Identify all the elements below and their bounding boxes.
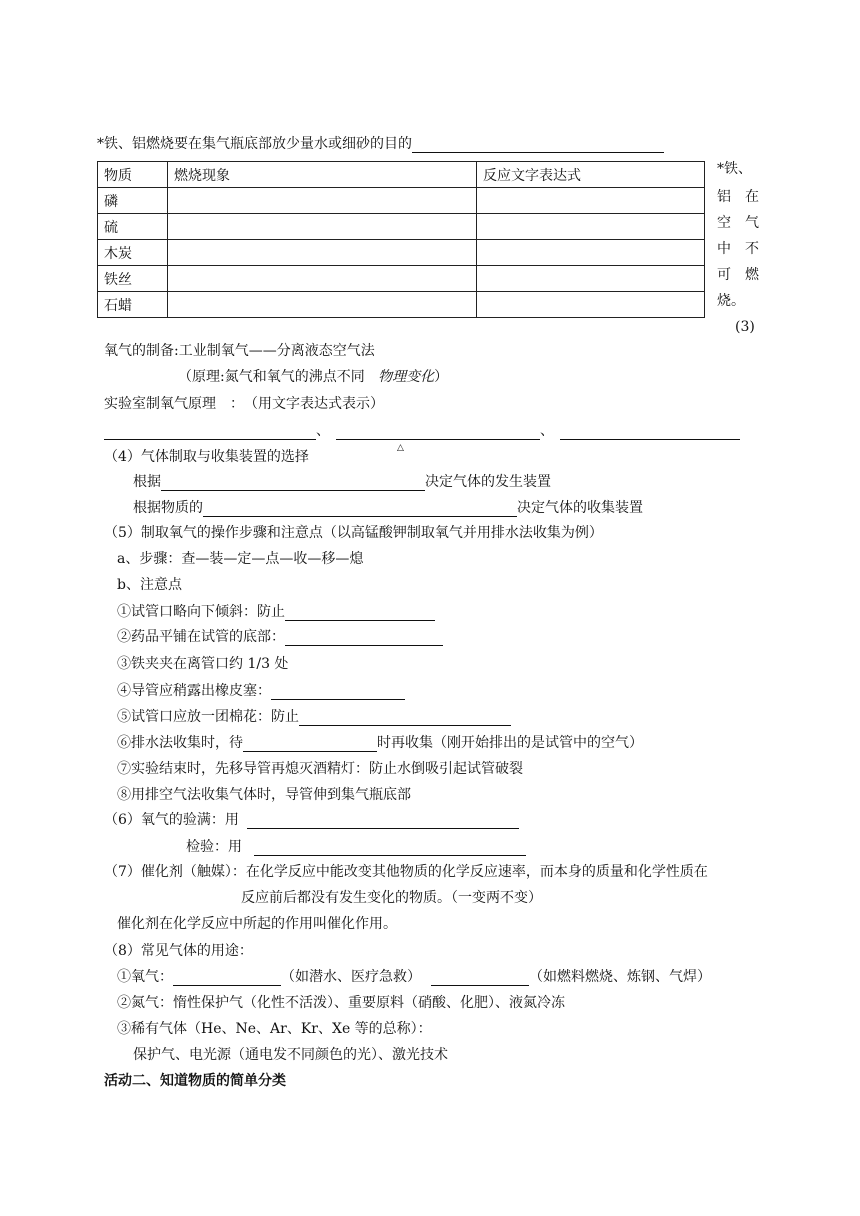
table-row: [98, 266, 705, 292]
table-row: [98, 292, 705, 318]
oxygen-use-line: [117, 968, 711, 986]
section-6-title: （6）氧气的验满：用: [104, 812, 239, 828]
note-item: ⑦实验结束时，先移导管再熄灭酒精灯：防止水倒吸引起试管破裂: [117, 761, 523, 777]
full-check-line: [104, 811, 519, 829]
iron-aluminum-question: [97, 135, 664, 153]
side-note-line: 空 气: [717, 215, 759, 231]
substance-cell: 铁丝: [98, 266, 168, 292]
section-4-title: （4）气体制取与收集装置的选择: [104, 449, 309, 465]
oxygen-use-example: （如潜水、医疗急救）: [281, 969, 421, 985]
header-expression: 反应文字表达式: [477, 162, 705, 188]
principle-text: （原理:氮气和氧气的沸点不同: [178, 369, 365, 385]
answer-blank[interactable]: [203, 501, 517, 517]
oxygen-label: ①氧气：: [117, 969, 173, 985]
answer-blank[interactable]: [173, 970, 281, 986]
substance-cell: 硫: [98, 214, 168, 240]
according-text: 根据: [133, 474, 161, 490]
answer-blank[interactable]: [299, 710, 511, 726]
phenomenon-cell[interactable]: [168, 292, 477, 318]
test-line: [186, 838, 526, 856]
decides-text: 决定气体的收集装置: [517, 500, 643, 516]
question-text: *铁、铝燃烧要在集气瓶底部放少量水或细砂的目的: [97, 136, 412, 152]
activity-2-heading: 活动二、知道物质的简单分类: [104, 1073, 286, 1089]
answer-blank[interactable]: [254, 840, 526, 856]
answer-blank[interactable]: [271, 684, 405, 700]
catalyst-definition-cont: 反应前后都没有发生变化的物质。（一变两不变）: [241, 890, 542, 906]
side-note-line: 可 燃: [717, 267, 759, 283]
expression-cell[interactable]: [477, 292, 705, 318]
answer-blank[interactable]: [104, 424, 316, 440]
substance-cell: 石蜡: [98, 292, 168, 318]
phenomenon-cell[interactable]: [168, 188, 477, 214]
table-row: [98, 214, 705, 240]
according-text: 根据物质的: [133, 500, 203, 516]
test-text: 检验：用: [186, 839, 242, 855]
notes-title: b、注意点: [117, 577, 182, 593]
decides-text: 决定气体的发生装置: [425, 474, 551, 490]
combustion-table: [97, 161, 705, 318]
separator: 、: [540, 423, 554, 439]
section-8-title: （8）常见气体的用途：: [104, 943, 253, 959]
section-number: (3): [735, 319, 755, 335]
rare-gas-use-line: 保护气、电光源（通电发不同颜色的光）、激光技术: [133, 1047, 448, 1063]
lab-prep-principle: 实验室制氧气原理 ： （用文字表达式表示）: [104, 396, 384, 412]
answer-blank[interactable]: [161, 475, 425, 491]
substance-cell: 木炭: [98, 240, 168, 266]
answer-blank[interactable]: [336, 424, 540, 440]
oxygen-use-example: （如燃料燃烧、炼钢、气焊）: [529, 969, 711, 985]
note-text: ④导管应稍露出橡皮塞：: [117, 683, 271, 699]
answer-blank[interactable]: [412, 137, 664, 153]
phenomenon-cell[interactable]: [168, 240, 477, 266]
phenomenon-cell[interactable]: [168, 266, 477, 292]
side-note-line: *铁、: [717, 161, 752, 177]
collection-device-line: [133, 499, 643, 517]
header-substance: 物质: [98, 162, 168, 188]
phenomenon-cell[interactable]: [168, 214, 477, 240]
note-text: 时再收集（刚开始排出的是试管中的空气）: [377, 735, 643, 751]
side-note-line: 铝 在: [717, 189, 759, 205]
physical-change-text: 物理变化: [378, 369, 435, 385]
note-item: ③铁夹夹在离管口约 1/3 处: [117, 656, 289, 672]
note-text: ⑤试管口应放一团棉花：防止: [117, 709, 299, 725]
expression-cell[interactable]: [477, 266, 705, 292]
expression-cell[interactable]: [477, 240, 705, 266]
generation-device-line: [133, 473, 551, 491]
note-item: [117, 682, 405, 700]
separator: 、: [316, 423, 330, 439]
answer-blank[interactable]: [560, 424, 740, 440]
steps-line: a、步骤：查—装—定—点—收—移—熄: [117, 551, 364, 567]
answer-blank[interactable]: [285, 630, 443, 646]
principle-line: [178, 368, 448, 386]
heat-symbol: △: [397, 443, 404, 453]
note-item: [117, 628, 443, 646]
lab-prep-blanks: [104, 422, 740, 440]
rare-gas-line: ③稀有气体（He、Ne、Ar、Kr、Xe 等的总称）：: [117, 1021, 432, 1037]
note-text: ②药品平铺在试管的底部：: [117, 629, 285, 645]
catalysis-sentence: 催化剂在化学反应中所起的作用叫催化作用。: [117, 916, 397, 932]
principle-close: ）: [434, 369, 449, 385]
header-phenomenon: 燃烧现象: [168, 162, 477, 188]
answer-blank[interactable]: [247, 813, 519, 829]
table-row: [98, 240, 705, 266]
answer-blank[interactable]: [285, 605, 435, 621]
side-note-line: 中 不: [717, 241, 759, 257]
answer-blank[interactable]: [431, 970, 529, 986]
catalyst-definition: （7）催化剂（触媒）：在化学反应中能改变其他物质的化学反应速率，而本身的质量和化学性质在: [104, 864, 708, 880]
note-item: [117, 734, 643, 752]
expression-cell[interactable]: [477, 214, 705, 240]
nitrogen-use-line: ②氮气：惰性保护气（化性不活泼）、重要原料（硝酸、化肥）、液氮冷冻: [117, 995, 565, 1011]
side-note-line: 烧。: [717, 293, 745, 309]
answer-blank[interactable]: [243, 736, 377, 752]
note-item: [117, 708, 511, 726]
table-header-row: [98, 162, 705, 188]
substance-cell: 磷: [98, 188, 168, 214]
table-row: [98, 188, 705, 214]
note-text: ⑥排水法收集时，待: [117, 735, 243, 751]
note-item: ⑧用排空气法收集气体时，导管伸到集气瓶底部: [117, 787, 411, 803]
section-5-title: （5）制取氧气的操作步骤和注意点（以高锰酸钾制取氧气并用排水法收集为例）: [104, 525, 603, 541]
expression-cell[interactable]: [477, 188, 705, 214]
note-item: [117, 603, 435, 621]
note-text: ①试管口略向下倾斜：防止: [117, 604, 285, 620]
oxygen-prep-industrial: 氧气的制备:工业制氧气——分离液态空气法: [104, 343, 375, 359]
